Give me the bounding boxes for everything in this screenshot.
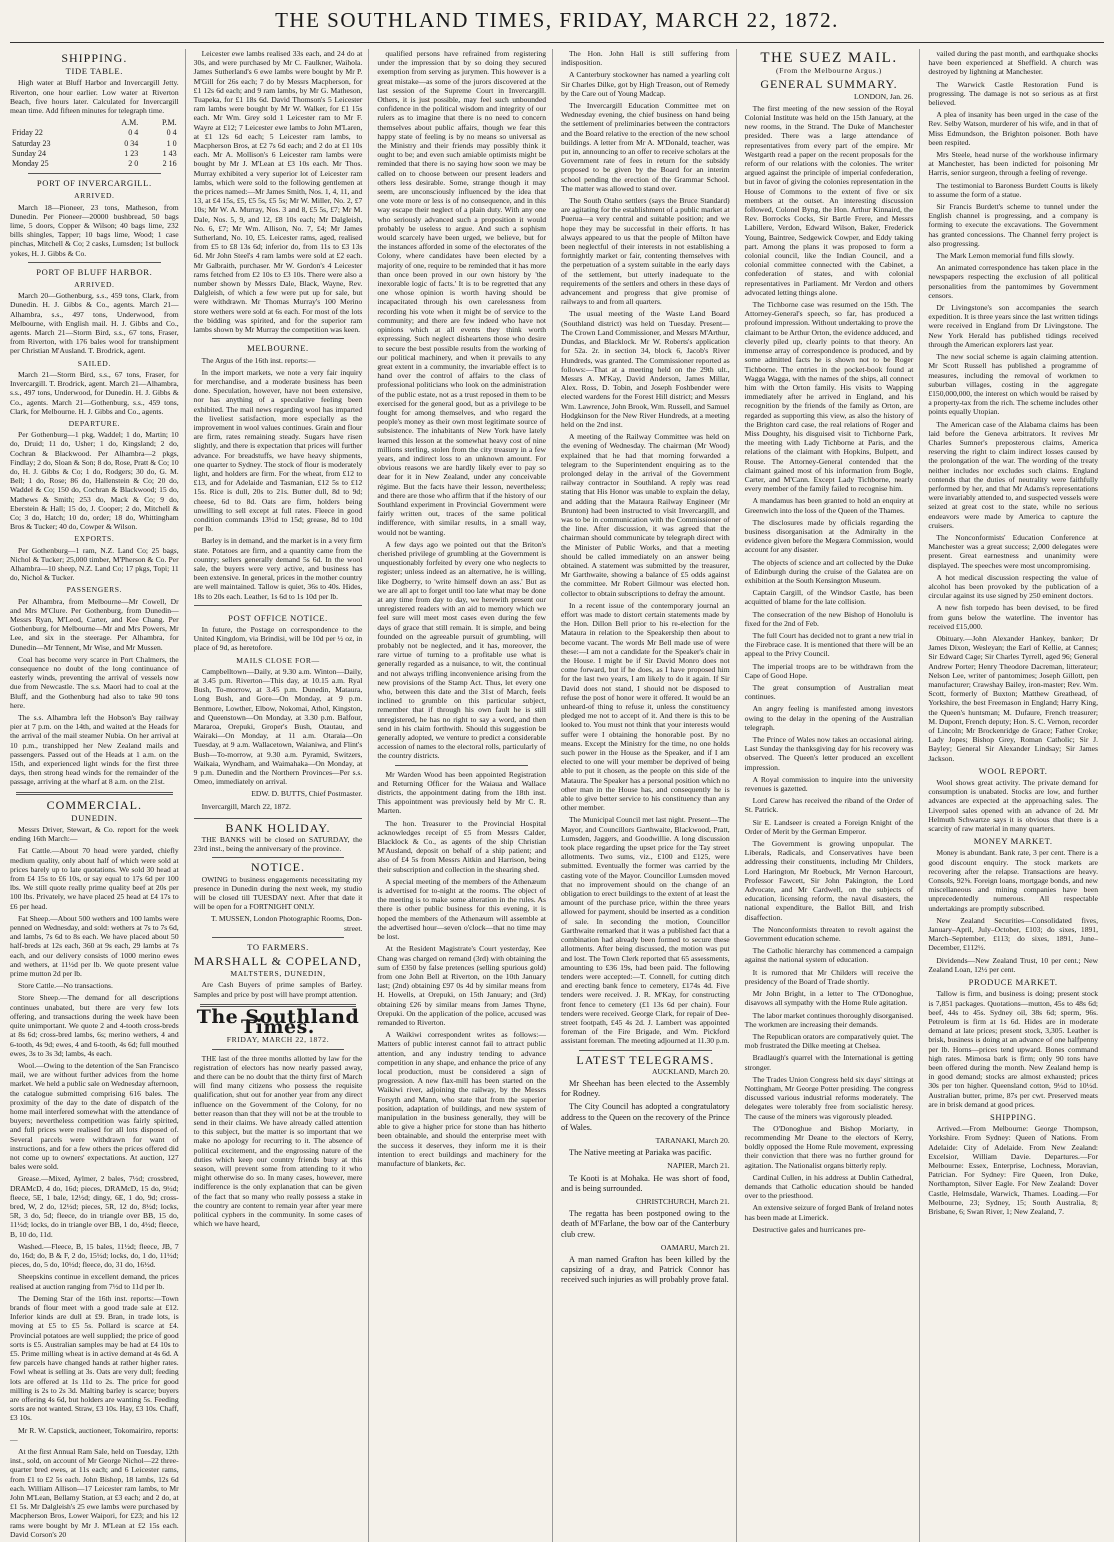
tide-table-heading: TIDE TABLE. — [65, 66, 123, 77]
money-market-heading: MONEY MARKET. — [973, 836, 1053, 847]
dunedin-p5: Store Sheep.—The demand for all descriptions continues unabated, but there are very few lots offering, and transactions during the week have been quite unimportant. We quote 2 and 4-tooth cross-breds at 8s 6d; cross-bred lambs, 6s; merino wethers, 4 and 6-tooth, 4s 9d; ewes, 4 and 6-tooth, 4s 6d; full mouthed ewes, 3s to 3s 3d; lambs, 4s each. — [10, 993, 179, 1058]
passengers-label: PASSENGERS. — [66, 585, 123, 595]
summary-p7: The consecration of the new Bishop of Honolulu is fixed for the 2nd of Feb. — [744, 609, 914, 628]
divider — [395, 765, 528, 766]
masthead-date: FRIDAY, MARCH 22, 1872. — [226, 1035, 330, 1045]
telegram-text: The City Council has adopted a congratulatory address to the Queen on the recovery of the Prince of Wales. — [561, 1102, 730, 1132]
port-bluff-heading: PORT OF BLUFF HARBOR. — [36, 266, 153, 277]
divider — [28, 173, 161, 174]
column-6 — [928, 49, 1104, 1542]
column-5 — [745, 49, 921, 1542]
columns — [10, 49, 1104, 1539]
wool-report-heading: WOOL REPORT. — [978, 765, 1048, 776]
melbourne-p2: In the import markets, we note a very fair inquiry for merchandise, and a moderate business has been done. Speculation, however, have not been extensive, nor has anything of a speculative feeling been exhibited. The mail news regarding wool has imparted the liveliest satisfaction, more especially as the improvement in wool values continues. Grain and flour are firm, rates remaining steady. Sugars have risen slightly, and there is expectation that prices will further advance. For breadstuffs, we have heavy shipments, one quarter to Sydney. The stock of flour is moderately light, and holders are firm. For the wheat, from £12 to £13, and for Adelaide and Tasmanian, £12 5s to £12 15s. Rice is dull, 20s to 21s. Butter dull, 8d to 9d; cheese, 6d to 8d. Oats are firm, holders being unwilling to sell except at full rates. Fleece in good condition commands 13½d to 15d; grease, 8d to 10d per lb. — [193, 367, 363, 534]
summary-cont-p6: Sir Francis Burdett's scheme to tunnel under the English channel is progressing, and a company is forming to execute the excavations. The Government has granted concessions. The Channel ferry project is also progressing. — [928, 202, 1098, 248]
summary-p19: It is rumored that Mr Childers will receive the presidency of the Board of Trade shortly. — [744, 967, 914, 986]
farmers-text: Are Cash Buyers of prime samples of Barley. Samples and price by post will have prompt attention. — [193, 980, 363, 999]
summary-p10: The great consumption of Australian meat continues. — [744, 683, 914, 702]
column-3 — [377, 49, 553, 1542]
editorial-p1: THE last of the three months allotted by law for the registration of electors has now nearly passed away, and there can be no doubt that the thirty first of March will find many citizens who possess the requisite qualification, shut out for another year from any direct influence on the Government of the Colony, for no better reason than that they will not be at the trouble to send in their claims. We have already called attention to this subject, but the matter is so important that we make no apology for recurring to it. The absence of political excitement, and the engrossing nature of the duties which keep our country friends busy at this season, will prevent some from attending to it who might otherwise do so. In many cases, however, mere indifference is the only explanation that can be given of the fact that so many who really possess a stake in the country are content to remain year after year mere political cyphers in the community. In some cases of which we have heard, — [193, 1053, 363, 1229]
telegram-place: TARANAKI, March 20. — [655, 1135, 730, 1145]
money-market-p1: Money is abundant. Bank rate, 3 per cent. There is a good discount enquiry. The stock markets are recovering after the relapse. Transactions are heavy. Consols, 92⅝. Foreign loans, mortgage bonds, and new miscellaneous and mining companies have been unprecedentedly numerous. All respectable undertakings are promptly subscribed. — [928, 848, 1098, 913]
summary-cont-p8: An animated correspondence has taken place in the newspapers respecting the exclusion of all political personalities from the pantomimes by Government censors. — [928, 263, 1098, 300]
post-office-heading: POST OFFICE NOTICE. — [228, 612, 328, 623]
canterbury-colt: A Canterbury stockowner has named a yearling colt Sir Charles Dilke, got by High Treason, out of Remedy by the Care out of Young Madcap. — [561, 70, 730, 98]
post-office-notice — [194, 605, 363, 819]
summary-p27: An extensive seizure of forged Bank of Ireland notes has been made at Limerick. — [744, 1203, 914, 1222]
port-bluff-arrived: March 20—Gothenburg, s.s., 459 tons, Clark, from Dunedin. H. J. Gibbs & Co., agents. March 21—Alhambra, s.s., 497 tons, Underwood, from Melbourne, with English mail. H. J. Gibbs and Co., agents. March 21—Storm Bird, s.s., 67 tons, Fraser, from Riverton, with 176 bales wool for transhipment per Christian M'Ausland. T. Brodrick, agent. — [10, 291, 179, 356]
summary-p1: The first meeting of the new session of the Royal Colonial Institute was held on the 15th January, at the new rooms, in the Strand. The Duke of Manchester presided. There was a large attendance of representatives from every part of the empire. Mr Westgarth read a paper on the recent proposals for the reform of our relations with the colonies. The writer argued against the principle of imperial confederation, but in favor of giving the colonies representation in the House of Commons to the extent of five or six members at the outset. An interesting discussion followed, Colonel Byng, the Hon. Arthur Kinnaird, the Rev. Borrocks Cocks, Sir Bartle Frere, and Messrs Labillere, Verdon, Edward Wilson, Baker, Frederick Young, Baintree, Sedgewick Cowper, and Eddy taking part. Among the plans it was proposed to form a colonial council, like the Indian Council, and a colonial committee connected with the Cabinet, a confederation of states, and with colonial representatives in Parliament. Mr Verdon and others advocated letting things alone. — [744, 103, 914, 297]
commercial-heading: COMMERCIAL. — [46, 797, 142, 812]
dunedin-p1: Messrs Driver, Stewart, & Co. report for the week ending 16th March:— — [10, 825, 179, 844]
post-office-p2: Campbelltown—Daily, at 9.30 a.m. Winton—Daily, at 3.45 p.m. Riverton—This day, at 10.15 a.m. Ryal Bush, To-morrow, at 3.45 p.m. Dunedin, Mataura, Long Bush, and Gore—On Monday, at 9 p.m. Benmore, Lowther, Elbow, Nokomai, Athol, Kingston, and Queenstown—On Monday, at 3.30 p.m. Balfour, Mararoa, Orepuki, Groper's Bush, Otautau, and Wairaki—On Monday, at 11 a.m. Otaraia—On Tuesday, at 9 a.m. Wallacetown, Waianiwa, and Flint's Bush—To-morrow, at 9.30 a.m. Pyramid, Switzers, Waikaia, Wyndham, and Waimahaka—On Monday, at 9 p.m. Dunedin and the Northern Provinces—Per s.s. Omeo, immediately on arrival. — [193, 666, 363, 787]
ram-sale-continued: Leicester ewe lambs realised 33s each, and 24 do at 30s, and were purchased by Mr C. Faulkner, Waihola. James Sutherland's 6 ewe lambs were bought by Mr P. M'Gill for 26s each; 7 do by Messrs Macpherson, for £1 12s 6d each; and 9 ram lambs, by Mr G. Matheson, Tuapeka, for £1 18s 6d. David Thomson's 5 Leicester ram lambs were bought by Mr W. Walker, for £1 15s each. Mr Wm. Grey sold 1 Leicester ram to Mr F. Wayre at £12; 7 Leicester ewe lambs to John M'Laren, at £1 12s 6d each; 5 Leicester ram lambs, to Macpherson Bros, at £2 7s 6d each; and 2 do at £1 10s each. Mr A. Mollison's 6 Leicester ram lambs were bought by Mr J. M'Lean at £3 10s each. Mr Thos. Murray exhibited a very superior lot of Leicester ram lambs, which were sold to the following gentlemen at the prices named:—Mr James Smith, Nos. 1, 4, 11, and 13, at £4 15s, £5, £5 5s, £5 5s; Mr W. Miller, No. 2, £7 10s; Mr W. A. Murray, Nos. 3 and 8, £5 5s, £7; Mr M. Dale, Nos. 5, 9, and 12, £8 10s each; Mr Dalgleish, No. 6, £7; Mr Wm. Allison, No. 7, £4; Mr James Sutherland, No. 10, £5. Leicester rams, aged, realised from £5 to £8 13s 6d; inferior do, from 11s to £3 13s 6d. Mr John Steel's 4 ram lambs were sold at £2 each. Mr Galbraith, purchaser. Mr W. Gordon's 4 Leicester rams fetched from £2 10s to £3 10s. There were also a number shown by Messrs Dale, Black, Wayne, Rev. Dalgleish, of which a few were put up for sale, but were withdrawn. Mr Thomas Murray's 100 Merino store wethers were sold at 6s each. For most of the lots the bidding was spirited, and for the superior ram lambs shown by Mr Murray the competition was keen. — [193, 49, 363, 335]
southland-times-masthead: The Southland Times. — [196, 1005, 360, 1039]
tide-day: Monday 25 — [12, 159, 49, 169]
notice-signature: T. MUSSEN, London Photographic Rooms, Don-street. — [211, 914, 363, 933]
summary-cont-p5: The testimonial to Baroness Burdett Coutts is likely to assume the form of a statue. — [928, 180, 1098, 199]
port-bluff-sailed: March 21—Storm Bird, s.s., 67 tons, Fraser, for Invercargill. T. Brodrick, agent. March 21—Alhambra, s.s., 497 tons, Underwood, for Dunedin. H. J. Gibbs & Co., agents. March 21—Gothenburg, s.s., 459 tons, Clark, for Melbourne. H. J. Gibbs and Co., agents. — [10, 369, 179, 416]
summary-cont-p4: Mrs Steele, head nurse of the workhouse infirmary at Manchester, has been indicted for poisoning Mr Harris, senior surgeon, through a feeling of revenge. — [928, 150, 1098, 178]
summary-p18: The Catholic hierarchy has commenced a campaign against the national system of education. — [744, 946, 914, 965]
column-1 — [10, 49, 186, 1542]
sailed-label: SAILED. — [77, 358, 111, 368]
suez-mail-source: (From the Melbourne Argus.) — [776, 66, 882, 76]
column-2 — [194, 49, 370, 1542]
speakership: In a recent issue of the contemporary journal an effort was made to distort certain statements made by the Hon. Dillon Bell prior to his re-election for the Mataura in relation to the Speakership then about to become vacant. The words Mr Bell made use of were these:—I am not a candidate for the Speaker's chair in the House. I might be if Sir David Monro does not come forward, but if he does, as I have proposed him for the last two years, I am likely to do it again. If Sir David does not stand, I should not be disposed to refuse the post of honor were it offered. It would be an unheard-of thing to refuse it, unless the constituency pledged me not to accept of it. And there is this to be looked to. You must not think that your interests would suffer were I obtaining the honorable post. By no means. Except the Ministry for the time, no one holds such power in the House as the Speaker, and if I am elected to one will your member be deprived of being able to put it chosen, as the people on this side of the Mataura. The Speaker has a personal position which no other man in the House has, and consequently he is able to give better service to his constituency than any other member. — [561, 600, 730, 813]
tide-row — [10, 149, 179, 159]
dunedin-heading: DUNEDIN. — [71, 812, 118, 823]
editorial-p3: A few days ago we pointed out that the Briton's cherished privilege of grumbling at the Government is unquestionably forfeited by every one who neglects to register; unless indeed as an alternative, he is willing, like Dogberry, to 'write himself down an ass.' But as we are all apt to forget until too late what may be done at any time from day to day, we herewith present our unregistered readers with an aid to memory which we feel sure will meet most cases even during the few days of grace that still remain. It is simple, and being founded on the agreeable pursuit of grumbling, will probably not be neglected, and it has, moreover, the rare virtue of turning to a profitable use what is generally regarded as a nuisance, to wit, the continual and not always trifling inconvenience arising from the new provisions of the Stamp Act. Thus, let every one who, between this date and the 31st of March, feels inclined to grumble on this particular subject, remember that if through his own fault he is still unregistered, he has no right to say a word, and then send in his claim forthwith. Should this suggestion be generally adopted, we venture to predict a considerable accession of names to the electoral rolls, particularly of the country districts. — [377, 539, 546, 761]
tide-am: 2 0 — [128, 159, 139, 169]
exports-text: Per Gothenburg—1 ram, N.Z. Land Co; 25 bags, Nichol & Tucker; 25,000 timber, M'Pherson & Co. Per Alhambra—10 sheep, N.Z. Land Co; 17 pkgs, Topi; 11 do, Nichol & Tucker. — [10, 545, 179, 583]
notice-text: OWING to business engagements necessitating my presence in Dunedin during the next week, my studio will be closed till TUESDAY next. After that date it will be open for a FORTNIGHT ONLY. — [193, 874, 363, 912]
shipping-news-text: Arrived.—From Melbourne: George Thompson, Yorkshire. From Sydney: Queen of Nations. From Adelaide: City of Adelaide. From New Zealand: Excelsior, William Davie. Departures.—For Melbourne: Essex, Enterprise, Lochness, Moravian, Patrician. For Sydney: Fire Queen, Iron Duke, Northampton, Silver Eagle. For New Zealand: Dover Castle, Helmsdale, Warwick, Thames. Loading.—For Melbourne, 23; Sydney, 15; South Australia, 8; Brisbane, 6; Swan River, 1; New Zealand, 7. — [928, 1124, 1098, 1216]
summary-cont-p12: The Nonconformists' Education Conference at Manchester was a great success; 2,000 delegates were present. Great earnestness and unanimity were displayed. The speeches were most uncompromising. — [928, 532, 1098, 570]
warden-wood: Mr Warden Wood has been appointed Registration and Returning Officer for the Waiaua and Wallace districts, the appointment dating from the 18th inst. This appointment was previously held by Mr C. R. Marten. — [377, 769, 546, 816]
waste-land-board: The usual meeting of the Waste Land Board (Southland district) was held on Tuesday. Present—The Crown Land Commissioner, and Messrs M'Arthur, Dundas, and Blacklock. Mr W. Roberts's application for 52a. 2r. in section 34, block 6, Jacob's River Hundreds, was granted. The Commissioner reported as follows:—That at a meeting held on the 29th ult., Messrs A. M'Kay, David Anderson, James Millar, Alex. Ross, D. Tobin, and Joseph Foshbender were elected wardens for the Forest Hill district; and Messrs Wm. Lawrence, John Brook, Wm. Russell, and Samuel Hodgkinson for the New River Hundreds, at a meeting held on the 2nd inst. — [561, 309, 730, 429]
bank-holiday-text: THE BANKS will be closed on SATURDAY, the 23rd inst., being the anniversary of the province. — [193, 835, 363, 854]
summary-p11: An angry feeling is manifested among investors owing to the delay in the opening of the Australian telegraph. — [744, 704, 914, 732]
summary-p3: A mandamus has been granted to hold an enquiry at Greenwich into the loss of the Queen of the Thames. — [744, 496, 914, 515]
summary-p26: Cardinal Cullen, in his address at Dublin Cathedral, demands that Catholic education should be handed over to the priesthood. — [744, 1172, 914, 1201]
summary-p17: The Nonconformists threaten to revolt against the Government education scheme. — [744, 924, 914, 944]
summary-p16: The Government is growing unpopular. The Liberals, Radicals, and Conservatives have been addressing their constituents, including Mr Childers, Lord Harington, Mr Roebuck, Mr Vernon Harcourt, Professor Fawcett, Sir John Pakington, the Lord Advocate, and Mr Cardwell, on the subjects of education, licensing reform, the naval disasters, the national expenditure, the Ballot Bill, and Irish disaffection. — [744, 839, 914, 922]
obituary: Obituary.—John Alexander Hankey, banker; Dr James Dixon, Wesleyan; the Earl of Kellie, at Cannes; Sir Edward Cage; Sir Charles Tyrrell, aged 96; General Andrew Porter; Henry Theodore Dacreman, litterateur; Nelson Lee, writer of pantomimes; Joseph Gillott, pen manufacturer; Crawshay Bailey, iron-master; Rev. Wm. Scott, formerly of Buxton; Matthew Greathead, of Yorkshire, the best Freemason in England; Harry King, the Queen's huntsman; M. Dufaure, French treasurer; M. Dupont, French deputy; Hon. S. C. Vernon, recorder of Lincoln; Mr Brockenridge de Grace; Father Croke; Lady Jopes; Bishop Grey, Roman Catholic; Sir J. Bayley; General Sir Alexander Lindsay; Sir James Jackson. — [928, 633, 1098, 763]
tide-row — [10, 159, 179, 169]
summary-cont-p14: A new fish torpedo has been devised, to be fired from guns below the waterline. The inventor has received £15,000. — [928, 603, 1098, 631]
tide-head-pm: P.M. — [161, 118, 177, 128]
education-committee: The Invercargill Education Committee met on Wednesday evening, the chief business on hand being the settlement of preliminaries between the contractors and the Board relative to the erection of the new school buildings. A letter from Mr A. M'Donald, teacher, was put in, announcing to an offer to receive scholars at the Government rate of fees in return for the subsidy proposed to be given by the Board for an interim school pending the erection of the Grammar School. The matter was allowed to stand over. — [561, 101, 730, 193]
summary-p14: Lord Carew has received the riband of the Order of St. Patrick. — [744, 796, 914, 815]
south-otago-market: The South Otaho settlers (says the Bruce Standard) are agitating for the establishment of a public market at Puerua—a very central and suitable position; and we hope they may be successful in their efforts. It has always appeared to us that the people of Milton have been neglectful of their interests in not establishing a fortnightly market or fair, contenting themselves with the perpetuation of a system suitable in the early days of the settlement, but utterly inadequate to the requirements of the settlers and others in these days of advancement and progress that give promise of railways to and from all quarters. — [561, 196, 730, 307]
tide-am: 0 4 — [128, 128, 139, 138]
divider — [579, 1050, 712, 1051]
capstick-p2: At the first Annual Ram Sale, held on Tuesday, 12th inst., sold, on account of Mr George Nichol—22 three-quarter bred ewes, at 11s each; and 6 Leicester rams, from £1 to £2 5s each. John Bishop, 18 lambs, 12s 6d each. William Allison—17 Leicester ram lambs, to Mr John M'Lean, Bellamy Station, at £3 each; and 2 do, at £1 5s. Mr Dalgleish's 25 ewe lambs were purchased by Macpherson Bros, Lower Waipori, for £23; and his 12 rams were bought by Mr J. M'Lean at £2 15s each. David Corson's 20 — [10, 1447, 179, 1539]
divider — [212, 857, 345, 858]
produce-market-text: Tallow is firm, and business is doing; present stock is 7,851 packages. Quotations—mutton, 45s to 48s 6d; beef, 44s to 45s. Sydney oil, 38s 6d; sperm, 96s. Petroleum is firm at 1s 6d. Hides are in moderate demand at late prices; present stock, 3,305. Leather is brisk, business is doing at an advance of one halfpenny per lb. Horns—prices tend upward. Bones command high rates. Mimosa bark is firm; only 90 tons have been offered during the month. New Zealand hemp is in good demand; stocks are almost exhausted; prices 30s per ton higher. Queensland cotton, 9½d to 10½d. Australian butter, prime, 87s per cwt. Preserved meats are in brisk demand at good prices. — [928, 989, 1098, 1109]
melbourne-p3: Barley is in demand, and the market is in a very firm state. Potatoes are firm, and a quantity came from the country; sellers generally demand 5s 6d. In the wool sale, the buyers were very active, and business has been extensive. In general, prices in the mother country are well maintained. Tallow is quiet, 36s to 40s. Hides, 18s to 20s each. Leather, 1s 6d to 1s 10d per lb. — [193, 536, 363, 601]
departure-text: Per Gothenburg—1 pkg, Waddel; 1 do, Martin; 10 do, Druid; 11 do, Usher; 1 do, Kingsland; 2 do, Cochran & Blackwood. Per Alhambra—2 pkgs, Findlay; 2 do, Sloan & Son; 8 do, Rose, Pratt & Co; 10 do, H. J. Gibbs & Co; 1 do, Rodgers; 30 do, G. M. Bell; 1 do, Rose; 86 do, Hallenstein & Co; 20 do, Waddel & Co; 150 do, Cochran & Blackwood; 15 do, Mathews & Smith; 253 do, Mack & Co; 9 do, Eberstein & Hall; 15 do, J. Cooper; 2 do, Mitchell & Co; 3 do, Hatch; 10 do, order; 18 do, Whittingham Bros & Tucker; 40 do, Cowper & Wilson. — [10, 430, 179, 532]
summary-p12: The Prince of Wales now takes an occasional airing. Last Sunday the thanksgiving day for his recovery was observed. The Queen's letter produced an excellent impression. — [744, 735, 914, 772]
dunedin-p8: Washed.—Fleece, B, 15 bales, 11½d; fleece, JB, 7 do, 16d; do, B & F, 2 do, 15½d; locks, do, 1 do, 11½d; pieces, do, 5 do, 10½d; fleece, do, 31 do, 16½d. — [10, 1241, 179, 1270]
divider — [212, 338, 345, 339]
mails-close-label: MAILS CLOSE FOR— — [236, 655, 320, 665]
port-invercargill-heading: PORT OF INVERCARGILL. — [36, 178, 152, 189]
summary-p9: The imperial troops are to be withdrawn from the Cape of Good Hope. — [744, 661, 914, 680]
summary-p15: Sir E. Landseer is created a Foreign Knight of the Order of Merit by the German Emperor. — [744, 817, 914, 836]
summary-cont-p9: Dr Livingstone's son accompanies the search expedition. It is three years since the last written tidings were received in England from Dr Livingstone. The New York Herald has published tidings received through the American explorers last year. — [928, 303, 1098, 349]
summary-cont-p13: A hot medical discussion respecting the value of alcohol has been provoked by the publication of a circular against its use signed by 250 eminent doctors. — [928, 572, 1098, 601]
divider — [212, 937, 345, 938]
dunedin-p10: The Deming Star of the 16th inst. reports:—Town brands of flour meet with a good trade sale at £12. Inferior kinds are dull at £9. Bran, in trade lots, is moving at £5 to £5 5s. Pollard is scarce at £4. Provincial potatoes are well supplied; the price of good sorts is £5. Australian samples may be had at £4 10s to £5. Prime milling wheat is in active demand at 4s 6d. A few parcels have changed hands at rather higher rates. Fowl wheat is selling at 3s. Oats are very dull; feeding lots are offered at 1s 11d to 2s. The price for good milling is 2s to 2s 3d. Malting barley is scarce; buyers are offering 4s 6d, but holders are wanting 5s. Feeding sorts are not wanted. Straw, £3 10s. Hay, £3 10s. Chaff, £3 10s. — [10, 1293, 179, 1423]
telegram-text: The Native meeting at Pariaka was pacific. — [569, 1148, 712, 1158]
melbourne-heading: MELBOURNE. — [247, 343, 309, 354]
summary-dateline: LONDON, Jan. 26. — [854, 91, 914, 101]
general-summary-heading: GENERAL SUMMARY. — [760, 77, 898, 92]
tide-am: 0 34 — [124, 138, 139, 148]
tide-pm: 1 0 — [166, 138, 177, 148]
masthead-header — [10, 8, 1104, 43]
summary-cont-p1: vailed during the past month, and earthquake shocks have been experienced at Sheffield. A church was destroyed by lightning at Manchester. — [928, 49, 1098, 77]
summary-p20: Mr John Bright, in a letter to The O'Donoghue, disavows all sympathy with the Home Rule agitation. — [744, 989, 914, 1008]
summary-p25: The O'Donoghue and Bishop Moriarty, in recommending Mr Deane to the electors of Kerry, boldly opposed the Home Rule movement, expressing their conviction that there was no further ground for agitation. The Nationalist organs bitterly reply. — [744, 1123, 914, 1170]
railway-committee: A meeting of the Railway Committee was held on the evening of Wednesday. The chairman (Mr Wood) explained that he had that morning forwarded a telegram to the Superintendent enquiring as to the prolonged delay in the arrival of the Government railway contractor in Southland. A reply was read stating that His Honor was unable to explain the delay, and adding that the Mataura Railway Engineer (Mr Brunton) had been instructed to visit Invercargill, and was to be in communication with the Commissioner of the line. After discussion, it was agreed that the chairman should communicate by telegraph direct with the Minister of Public Works, and that a meeting should be called immediately on an answer being obtained. A statement was submitted by the treasurer, Mr Garthwaite, showing a balance of £5 odds against the committee. Mr Robert Gilmour was elected hon. collector to obtain subscriptions to defray the amount. — [561, 432, 730, 598]
telegram-text: The regatta has been postponed owing to the death of M'Farlane, the bow oar of the Canterbury club crew. — [561, 1209, 730, 1239]
shipping-heading: SHIPPING. — [61, 51, 128, 65]
post-office-signature: EDW. D. BUTTS, Chief Postmaster. — [251, 789, 363, 799]
money-market-p2: New Zealand Securities—Consolidated fives, January–April, July–October, £103; do sixes, 1891, March–September, £113; do sixes, 1891, June–December, £112½. — [928, 915, 1098, 953]
summary-cont-p2: The Warwick Castle Restoration Fund is progressing. The damage is not so serious as at first believed. — [928, 79, 1098, 108]
divider — [16, 792, 173, 795]
money-market-p3: Dividends—New Zealand Trust, 10 per cent.; New Zealand Loan, 12½ per cent. — [928, 955, 1098, 974]
alhambra-text: The s.s. Alhambra left the Hobson's Bay railway pier at 7 p.m. on the 14th, and waited at the Heads for the arrival of the mail steamer Nubia. On her arrival at 10 p.m., transhipped her New Zealand mails and passengers. Passed out of the Heads at 1 a.m. on the 15th, and experienced light winds for the first three days, then strong head winds for the remainder of the passage, arriving at the wharf at 8 a.m. on the 21st. — [10, 713, 179, 787]
athenaeum-meeting: A special meeting of the members of the Athenæum is advertised for to-night at the rooms. The object of the meeting is to make some alteration in the rules. As there is other public business for this evening, it is hoped the members of the Athenæum will assemble at the advertised hour—seven o'clock—that no time may be lost. — [377, 876, 546, 942]
dunedin-p2: Fat Cattle.—About 70 head were yarded, chiefly medium quality, only about half of which were sold at prices barely up to late quotations. We sold 30 head at from £4 15s to £6 10s, or say equal to 17s 6d per 100 lbs. We still quote really prime quality beef at 20s per 100 lbs. Privately, we have placed 25 head at £4 17s to £6 per head. — [10, 846, 179, 911]
summary-cont-p7: The Mark Lemon memorial fund fills slowly. — [936, 251, 1074, 261]
notice-heading: NOTICE. — [250, 860, 305, 875]
tide-pm: 2 16 — [162, 159, 177, 169]
port-invercargill-arrived: March 18—Pioneer, 23 tons, Matheson, from Dunedin. Per Pioneer—20000 bushbread, 50 bags lime, 5 doors, Copper & Wilson; 40 bags lime, 232 bills shingles, Tapper; 10 bags lime, Wood; 1 case pinchas, Mitchell & Co; 2 casks, Lumsden; 1st bullock yokes, H. J. Gibbs & Co. — [10, 202, 179, 258]
summary-cont-p10: The new social scheme is again claiming attention. Mr Scott Russell has published a programme of measures, including the removal of workmen to suburban villages, costing in the aggregate £150,000,000, the interest on which would be raised by a property-tax from the rich. The scheme includes other points equally Utopian. — [928, 352, 1098, 417]
john-hall: The Hon. John Hall is still suffering from indisposition. — [561, 49, 730, 68]
summary-cont-p3: A plea of insanity has been urged in the case of the Rev. Selby Watson, murderer of his wife, and in that of Miss Edmundson, the Brighton poisoner. Both have been respited. — [928, 110, 1098, 147]
post-office-date: Invercargill, March 22, 1872. — [201, 801, 291, 811]
tide-am: 1 23 — [124, 148, 139, 158]
municipal-council: The Municipal Council met last night. Present—The Mayor, and Councillors Garthwaite, Blackwood, Pratt, Lumsden, Jaggers, and Goodwillie. A long discussion took place regarding the upset price for the Tay street allotments. Two sums, viz., £100 and £125, were submitted. Eventually the former was carried by the casting vote of the Mayor. Councillor Lumsden moved that no improvement should on the change of an obligation to erect buildings to the extent of at least the amount of the purchase price, within the three years allowed for payment, should be inserted as a condition of sale. In seconding the motion, Councillor Garthwaite remarked that it was a published fact that a combination had already been formed to secure these allotments. After being discussed, the motion was put and lost. The Town Clerk reported that 65 assessments, amounting to £36 19s, had been paid. The following tenders were accepted:—T. Connell, for cutting ditch and erecting bank fence to cemetery, £174s 4d. Five tenders were received. J. R. M'Kay, for constructing front fence to cemetery (£1 13s 6d per chain). Four tenders were received. George Clark, for repair of Dee-street footpath, £45 4s 2d. J. Lambert was appointed foreman of the Fire Brigade, and Wm. Pickford assistant foreman. The meeting adjourned at 11.30 p.m. — [561, 815, 730, 1046]
summary-p21: The labor market continues thoroughly disorganised. The workmen are increasing their demands. — [744, 1010, 914, 1029]
tide-row — [10, 128, 179, 138]
farmers-heading: TO FARMERS. — [247, 941, 309, 952]
editorial-p2: qualified persons have refrained from registering under the impression that by so doing they secured exemption from serving as jurymen. This however is a great mistake—as some of the jurors discovered at the last session of the Supreme Court in Invercargill. Others, it is just possible, may feel such unbounded confidence in the political wisdom and integrity of our rulers as to imagine that there is no need to concern themselves about public affairs, though we fear this happy state of feeling is by no means so universal as the Ministry and their friends may possibly think it ought to be; and even such amiable optimists might be reminded that there is no saying how soon we may be called on to choose between our present leaders and others less desirable. Some, strange though it may seem, are unconsciously influenced by the idea that one vote more or less is of no consequence, and in this way escape their neglect of a plain duty. With any one who seriously advanced such a proposition it would probably be useless to argue. And such a sophism would scarcely have been urged, we believe, but for the instances afforded in some of the electorates of the Colony, where candidates have been elected by a majority of one, require to be reminded that it has more than once been proved in our own history by 'the inexorable logic of facts.' It is to be regretted that any one whose opinion is worth having should be incapacitated through his own carelessness from recording his vote when it might be of service to the community; and there are few indeed who have not opinions which at all events they think worth expressing. Such neglect disheartens those who desire to secure the best possible results from the working of our political machinery, and when it prevails to any great extent in a community, the invariable effect is to hand over the control of affairs to the class of professional politicians who look on the administration of the public estate, not as a trust reposed in them to be exercised for the general good, but as a privilege to be fought for among themselves, and who regard the people's money as their own most legitimate source of subsistence. The inhabitants of New York have lately learned this lesson at the somewhat heavy cost of nine millions sterling, stolen from the city treasury in a few years, and indirect loss to an unknown amount. For obvious reasons we are hardly likely ever to pay so dear for it in New Zealand, under any conceivable régime. But the facts have their lesson, nevertheless; and there are those who affirm that if the history of our Southland experiment in Provincial Government were fairly written out, traces of the same political indifference, with similar results, in a small way, would not be wanting. — [377, 49, 546, 537]
tide-day: Saturday 23 — [12, 138, 51, 148]
summary-p13: A Royal commission to inquire into the university revenues is gazetted. — [744, 774, 914, 794]
divider — [28, 262, 161, 263]
summary-p8: The full Court has decided not to grant a new trial in the Firebrace case. It is mentioned that there will be an appeal to the Privy Council. — [744, 630, 914, 659]
telegram-place: AUCKLAND, March 20. — [652, 1066, 730, 1076]
tide-intro: High water at Bluff Harbor and Invercargill Jetty. Riverton, one hour earlier. Low water at Riverton Beach, five hours later. Calculated for Invercargill mean time. Add fifteen minutes for telegraph time. — [10, 78, 179, 116]
departure-label: DEPARTURE. — [68, 418, 121, 428]
page-title: THE SOUTHLAND TIMES, FRIDAY, MARCH 22, 1872. — [275, 8, 839, 32]
post-office-p1: In future, the Postage on correspondence to the United Kingdom, via Brindisi, will be 10d per ½ oz, in place of 9d, as heretofore. — [193, 624, 363, 653]
telegram-text: A man named Grafton has been killed by the capsizing of a dray, and Patrick Connor has received such injuries as will probably prove fatal. — [561, 1254, 730, 1285]
arrived-label: ARRIVED. — [74, 280, 115, 290]
shipping-news-heading: SHIPPING. — [990, 1111, 1037, 1122]
passengers-text: Per Alhambra, from Melbourne—Mr Cowell, Dr and Mrs M'Clure. Per Gothenburg, from Dunedin—Messrs Ryan, M'Leod, Carter, and Kee Chang. Per Gothenburg, for Melbourne—Mr and Mrs Powers, Mr Lee, and six in the steerage. Per Alhambra, for Dunedin—Mr Tennent, Mr Wise, and Mr Mussen. — [10, 596, 179, 652]
telegram-place: NAPIER, March 21. — [667, 1161, 730, 1171]
tide-pm: 0 4 — [166, 128, 177, 138]
summary-p23: Bradlaugh's quarrel with the International is getting stronger. — [744, 1053, 914, 1072]
coal-text: Coal has become very scarce in Port Chalmers, the consequence no doubt of the long continuance of easterly winds, preventing the arrival of vessels now due from Newcastle. The s.s. Maori had to coal at the Bluff, and the Gothenburg had also to take 90 tons here. — [10, 654, 179, 710]
magistrates-court: At the Resident Magistrate's Court yesterday, Kee Chang was charged on remand (3rd) with obtaining the sum of £350 by false pretences (selling spurious gold) from one John Bell at Riverton, on the 10th January last; (2nd) obtaining £97 0s 4d by similar means from H. Howells, at Orepuki, on 15th January; and (3rd) obtaining £26 by similar means from James Thyne, Orepuki. On the application of the police, accused was remanded to Riverton. — [377, 944, 546, 1027]
column-4 — [561, 49, 737, 1542]
bank-holiday-heading: BANK HOLIDAY. — [225, 820, 331, 835]
tide-head-am: A.M. — [121, 118, 139, 128]
dunedin-p7: Grease.—Mixed, Aylmer, 2 bales, 7½d; crossbred, DRAMcD, 4 do, 16d; pieces, DRAMcD, 15 do, 9½d; fleece, 5E, 1 bale, 12½d; dingy, 6E, 1 do, 9d; cross-bred, W, 2 do, 12½d; pieces, 5R, 12 do, 8½d; locks, 5R, 3 do, 5d; fleece, do in triangle over BB, 15 do, 11½d; locks, do in triangle over BB, 1 do, 4½d; fleece, B, 10 do, 11d. — [10, 1174, 179, 1239]
summary-cont-p11: The American case of the Alabama claims has been laid before the Geneva arbitrators. It revives Mr Charles Sumner's preposterous claims, America reserving the right to claim indirect losses caused by the prolongation of the war. The wording of the treaty neither includes nor excludes such claims. England contends that the duties of neutrality were faithfully performed by her, and that Mr Adams's representations were invariably attended to, and suspected vessels were seized at great cost to the state, while no serious endeavors were made by America to capture the cruisers. — [928, 419, 1098, 530]
telegram-place: CHRISTCHURCH, March 21. — [635, 1196, 730, 1206]
dunedin-p4: Store Cattle.—No transactions. — [18, 981, 113, 991]
dunedin-p9: Sheepskins continue in excellent demand, the prices realised at auction ranging from 7½d to 11d per lb. — [10, 1272, 179, 1291]
suez-mail-heading: THE SUEZ MAIL. — [760, 50, 898, 66]
tide-table — [10, 118, 179, 169]
tide-row — [10, 139, 179, 149]
telegram-text: Mr Sheehan has been elected to the Assembly for Rodney. — [561, 1078, 730, 1099]
wool-report-text: Wool shows great activity. The private demand for consumption is unabated. Stocks are low, and further advances are expected at the approaching sales. The Liverpool sales opened with an advance of 2d. Mr Helmuth Schwartze says it is obvious that there is a scarcity of raw material in many quarters. — [928, 778, 1098, 834]
telegram-place: OAMARU, March 21. — [660, 1242, 730, 1252]
summary-p2: The Tichborne case was resumed on the 15th. The Attorney-General's speech, so far, has produced a profound impression. Without undertaking to prove the claimant to be Arthur Orton, the evidence adduced, and cleverly piled up, clearly points to that theory. An immense array of correspondence is produced, and by some admitted facts he is shown not to be Roger Tichborne. The entries in the pocket-book found at Wagga Wagga, with the names of the ships, all connect him with the Orton family. His visits to Wapping immediately after he arrived in England, and his recognition by the friends of the family as Orton, are regarded as supporting this view, as also the history of the Brighton card case, the real relations of Roger and Miss Doughty, his disguised visit to Tichborne Park, the meeting with Lady Tichborne at Paris, and the relations of the claimant with Hopkins, Bulpett, and Rouse. The Attorney-General contended that the claimant gained most of his information from Bogle, Carter, and M'Cann. Except Lady Tichborne, nearly every member of the family failed to recognise him. — [744, 300, 914, 494]
summary-p24: The Trades Union Congress held six days' sittings at Nottingham, Mr George Potter presiding. The congress discussed various industrial reforms moderately. The delegates were tolerably free from socialistic heresy. The cause of the miners was vigorously pleaded. — [744, 1074, 914, 1121]
capstick-p1: Mr R. W. Capstick, auctioneer, Tokomairiro, reports:— — [10, 1425, 179, 1444]
waikiwi-flax-mill: A Waikiwi correspondent writes as follows:—Matters of public interest cannot fail to attract public attention, and any industry tending to advance competition in any shape, and enhance the price of any local production, must be considered a sign of progression. A new flax-mill has been started on the Waikiwi river, adjoining the railway, by the Messrs Forsyth and Mann, who state that from the superior position, adaptation of buildings, and new system of manipulation in the business generally, they will be able to give a higher price for stone than has hitherto been obtainable, and should the enterprise meet with the success it deserves, they inform me it is their intention to erect buildings and machinery for the manufacture of blankets, &c. — [377, 1030, 546, 1168]
summary-p5: The objects of science and art collected by the Duke of Edinburgh during the cruise of the Galatea are on exhibition at the South Kensington Museum. — [744, 557, 914, 585]
tide-day: Sunday 24 — [12, 148, 46, 158]
summary-p22: The Republican orators are comparatively quiet. The mob frustrated the Dilke meeting at Chelsea. — [744, 1031, 914, 1051]
produce-market-heading: PRODUCE MARKET. — [968, 977, 1058, 988]
summary-p4: The disclosures made by officials regarding the business disorganisation at the Admiralty in the evidence given before the Megæra Commission, would account for any disaster. — [744, 517, 914, 555]
divider — [212, 1049, 345, 1050]
latest-telegrams-heading: LATEST TELEGRAMS. — [576, 1052, 715, 1067]
melbourne-p1: The Argus of the 16th inst. reports:— — [201, 355, 316, 365]
arrived-label: ARRIVED. — [74, 191, 115, 201]
maltsters-line: MALTSTERS, DUNEDIN, — [230, 969, 326, 979]
summary-p6: Captain Cargill, of the Windsor Castle, has been acquitted of blame for the late collision. — [744, 588, 914, 607]
tide-header-row — [10, 118, 179, 128]
hospital-treasurer: The hon. Treasurer to the Provincial Hospital acknowledges receipt of £5 from Messrs Calder, Blacklock & Co., as agents of the ship Christian M'Ausland, deposit on behalf of a ship patient; and also of £4 5s from Messrs Aitkin and Harrison, being their subscription and collection in the shearing shed. — [377, 818, 546, 874]
telegram-text: Te Kooti is at Mohaka. He was short of food, and is being surrounded. — [561, 1173, 730, 1193]
tide-pm: 1 43 — [162, 148, 177, 158]
dunedin-p6: Wool.—Owing to the detention of the San Francisco mail, we are without further advices from the home market. We held a public sale on Wednesday afternoon, the catalogue submitted comprising 616 bales. The proximity of the day to the date of dispatch of the home mail interfered somewhat with the attendance of buyers; nevertheless competition was fairly spirited, and full prices were realised for all lots disposed of. Several parcels were withdrawn for want of instructions, and for a few others the prices offered did not come up to owners' expectations. At auction, 127 bales were sold. — [10, 1060, 179, 1172]
summary-p28: Destructive gales and hurricanes pre- — [752, 1224, 866, 1234]
marshall-copeland: MARSHALL & COPELAND, — [194, 954, 362, 969]
tide-day: Friday 22 — [12, 128, 43, 138]
dunedin-p3: Fat Sheep.—About 500 wethers and 100 lambs were penned on Wednesday, and sold: wethers at 7s to 7s 6d, and lambs, 7s 6d to 8s each. We have placed about 50 half-breds at 12s each, 360 at 9s each, 29 lambs at 7s each, and our delivery consists of 1000 merino ewes and wethers, at 11½d per lb. We quote present value prime mutton 2d per lb. — [10, 913, 179, 979]
tide-head-day — [10, 118, 97, 128]
exports-label: EXPORTS. — [74, 534, 115, 544]
